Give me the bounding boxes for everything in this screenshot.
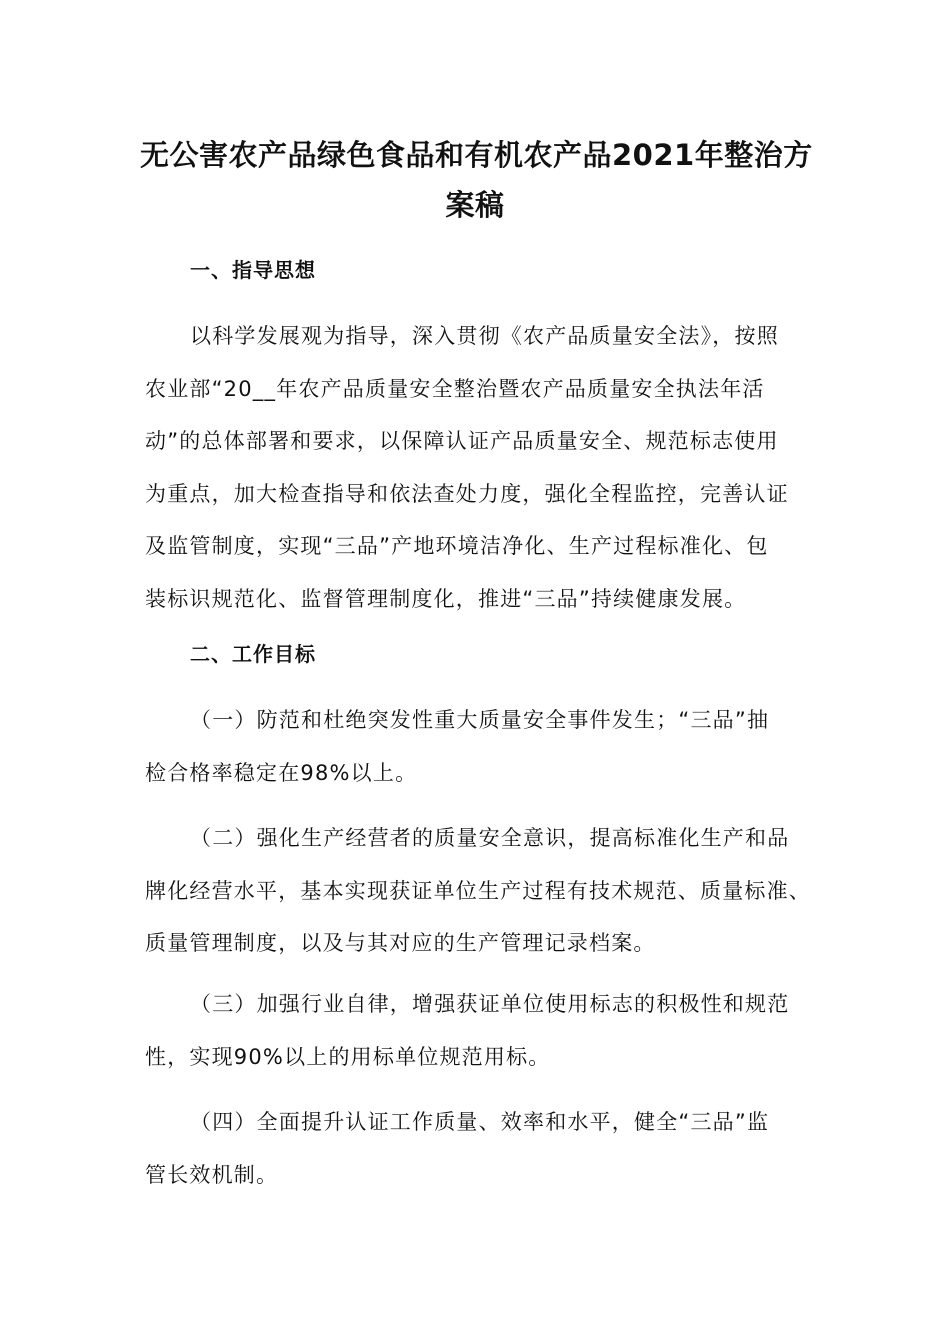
paragraph-line: 动”的总体部署和要求，以保障认证产品质量安全、规范标志使用 [145, 429, 779, 453]
paragraph-line: （三）加强行业自律，增强获证单位使用标志的积极性和规范 [190, 992, 790, 1016]
paragraph-line: 牌化经营水平，基本实现获证单位生产过程有技术规范、质量标准、 [145, 878, 811, 903]
paragraph-goal-4 [145, 1096, 805, 1201]
paragraph-goal-2 [145, 812, 811, 970]
paragraph-goal-1 [145, 694, 805, 799]
title-line-2: 案稿 [445, 188, 505, 222]
paragraph-goal-3 [145, 978, 805, 1083]
paragraph-line: 及监管制度，实现“三品”产地环境洁净化、生产过程标准化、包 [145, 534, 769, 558]
section-heading-guiding-ideology: 一、指导思想 [190, 258, 316, 282]
paragraph-line: 为重点，加大检查指导和依法查处力度，强化全程监控，完善认证 [145, 481, 789, 506]
paragraph-line: 性，实现90%以上的用标单位规范用标。 [145, 1044, 551, 1069]
paragraph-line: 农业部“20__年农产品质量安全整治暨农产品质量安全执法年活 [145, 376, 765, 401]
paragraph-line: （二）强化生产经营者的质量安全意识，提高标准化生产和品 [190, 826, 790, 850]
paragraph-line: 检合格率稳定在98%以上。 [145, 760, 418, 785]
title-line-1: 无公害农产品绿色食品和有机农产品2021年整治方 [140, 138, 813, 172]
paragraph-line: （四）全面提升认证工作质量、效率和水平，健全“三品”监 [190, 1110, 770, 1134]
paragraph-line: 以科学发展观为指导，深入贯彻《农产品质量安全法》，按照 [190, 324, 779, 348]
paragraph-guiding-ideology [145, 310, 805, 625]
section-heading-work-goals: 二、工作目标 [190, 642, 316, 666]
paragraph-line: 质量管理制度，以及与其对应的生产管理记录档案。 [145, 931, 656, 955]
document-title [140, 130, 813, 230]
paragraph-line: （一）防范和杜绝突发性重大质量安全事件发生；“三品”抽 [190, 708, 770, 732]
paragraph-line: 管长效机制。 [145, 1162, 279, 1187]
paragraph-line: 装标识规范化、监督管理制度化，推进“三品”持续健康发展。 [145, 586, 747, 611]
